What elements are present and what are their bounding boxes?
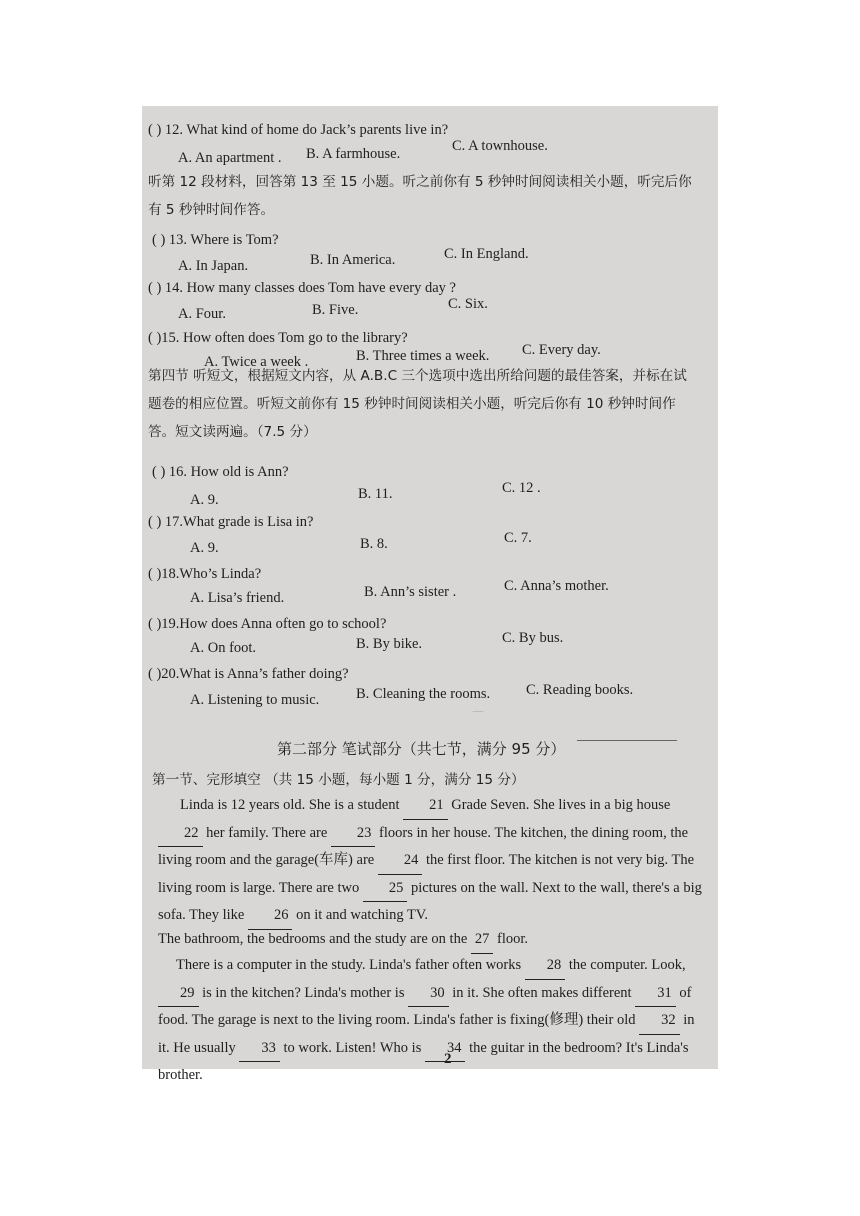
question-15: ( )15. How often does Tom go to the library? xyxy=(148,330,408,346)
q17-option-a: A. 9. xyxy=(190,540,219,556)
cloze-text: floor. xyxy=(493,931,529,947)
question-20: ( )20.What is Anna’s father doing? xyxy=(148,666,349,682)
q13-option-b: B. In America. xyxy=(310,252,396,268)
cloze-text: The bathroom, the bedrooms and the study are on the xyxy=(158,931,471,947)
q16-option-b: B. 11. xyxy=(358,486,393,502)
blank-28[interactable]: 28 xyxy=(525,952,566,980)
q12-option-a: A. An apartment . xyxy=(178,150,282,166)
question-19: ( )19.How does Anna often go to school? xyxy=(148,616,387,632)
blank-23[interactable]: 23 xyxy=(331,820,376,848)
title-rule xyxy=(577,740,677,741)
q14-option-b: B. Five. xyxy=(312,302,359,318)
cloze-text: Linda is 12 years old. She is a student xyxy=(180,797,404,813)
q13-option-a: A. In Japan. xyxy=(178,258,249,274)
instruction-12: 听第 12 段材料，回答第 13 至 15 小题。听之前你有 5 秒钟时间阅读相关小题，听完后你有 5 秒钟时间作答。 xyxy=(148,174,692,218)
question-17: ( ) 17.What grade is Lisa in? xyxy=(148,514,314,530)
q12-option-b: B. A farmhouse. xyxy=(306,146,401,162)
blank-22[interactable]: 22 xyxy=(158,820,203,848)
q18-option-a: A. Lisa’s friend. xyxy=(190,590,285,606)
q15-option-c: C. Every day. xyxy=(522,342,601,358)
cloze-title: 第一节、完形填空 （共 15 小题，每小题 1 分，满分 15 分） xyxy=(152,772,525,788)
q17-option-b: B. 8. xyxy=(360,536,388,552)
q19-option-c: C. By bus. xyxy=(502,630,564,646)
q16-option-a: A. 9. xyxy=(190,492,219,508)
cloze-text: the guitar in the bedroom? It's Linda's brother. xyxy=(158,1039,689,1083)
blank-25[interactable]: 25 xyxy=(363,875,408,903)
q19-option-a: A. On foot. xyxy=(190,640,257,656)
q18-option-c: C. Anna’s mother. xyxy=(504,578,609,594)
cloze-paragraph-1 xyxy=(158,792,706,930)
cloze-paragraph-3 xyxy=(158,952,706,1089)
q18-option-b: B. Ann’s sister . xyxy=(364,584,457,600)
q19-option-b: B. By bike. xyxy=(356,636,423,652)
cloze-text: pictures on the wall. Next to the wall, there's a big sofa. They like xyxy=(158,879,702,923)
cloze-text: in it. She often makes different xyxy=(448,984,636,1001)
blank-34[interactable]: 34 xyxy=(425,1035,466,1063)
blank-32[interactable]: 32 xyxy=(639,1007,680,1035)
blank-33[interactable]: 33 xyxy=(239,1035,280,1063)
q14-option-a: A. Four. xyxy=(178,306,226,322)
cloze-text: the computer. Look, xyxy=(565,957,686,973)
cloze-text: to work. Listen! Who is xyxy=(279,1039,425,1056)
q20-option-c: C. Reading books. xyxy=(526,682,634,698)
q13-option-c: C. In England. xyxy=(444,246,529,262)
question-12: ( ) 12. What kind of home do Jack’s parents live in? xyxy=(148,122,449,138)
part-2-title: 第二部分 笔试部分（共七节，满分 95 分） xyxy=(277,740,566,758)
cloze-text: Grade Seven. She lives in a big house xyxy=(447,797,671,813)
exam-page xyxy=(142,106,718,1083)
question-16: ( ) 16. How old is Ann? xyxy=(152,464,289,480)
q20-option-b: B. Cleaning the rooms. xyxy=(356,686,491,702)
blank-21[interactable]: 21 xyxy=(403,792,448,820)
cloze-text: floors in her house. The kitchen, the dining room, the living room and the garage(车库) are xyxy=(158,824,689,868)
q16-option-c: C. 12 . xyxy=(502,480,541,496)
blank-26[interactable]: 26 xyxy=(248,902,293,930)
blank-27[interactable]: 27 xyxy=(471,926,494,954)
blank-31[interactable]: 31 xyxy=(635,980,676,1008)
q14-option-c: C. Six. xyxy=(448,296,488,312)
cloze-text: her family. There are xyxy=(202,824,331,841)
cloze-text: There is a computer in the study. Linda's father often works xyxy=(176,957,525,973)
bleed-through-mark: — xyxy=(472,704,484,718)
question-13: ( ) 13. Where is Tom? xyxy=(152,232,279,248)
q17-option-c: C. 7. xyxy=(504,530,532,546)
q12-option-c: C. A townhouse. xyxy=(452,138,548,154)
blank-30[interactable]: 30 xyxy=(408,980,449,1008)
q15-option-a: A. Twice a week . xyxy=(204,354,309,370)
blank-29[interactable]: 29 xyxy=(158,980,199,1008)
cloze-text: in it. He usually xyxy=(158,1012,695,1056)
q15-option-b: B. Three times a week. xyxy=(356,348,490,364)
section-4-instruction: 第四节 听短文，根据短文内容，从 A.B.C 三个选项中选出所给问题的最佳答案，并标在试题卷的相应位置。听短文前你有 15 秒钟时间阅读相关小题，听完后你有 10 秒钟时间作答。短文读两遍。（7.5 分） xyxy=(148,368,687,440)
cloze-text: on it and watching TV. xyxy=(292,907,429,923)
blank-24[interactable]: 24 xyxy=(378,847,423,875)
cloze-text: of food. The garage is next to the living room. Linda's father is fixing(修理) their old xyxy=(158,984,692,1028)
cloze-text: the first floor. The kitchen is not very big. The living room is large. There are two xyxy=(158,852,695,896)
cloze-paragraph-2 xyxy=(158,926,706,954)
question-18: ( )18.Who’s Linda? xyxy=(148,566,262,582)
question-14: ( ) 14. How many classes does Tom have every day ? xyxy=(148,280,456,296)
page-number: 2 xyxy=(444,1051,452,1067)
q20-option-a: A. Listening to music. xyxy=(190,692,320,708)
cloze-text: is in the kitchen? Linda's mother is xyxy=(198,984,409,1001)
